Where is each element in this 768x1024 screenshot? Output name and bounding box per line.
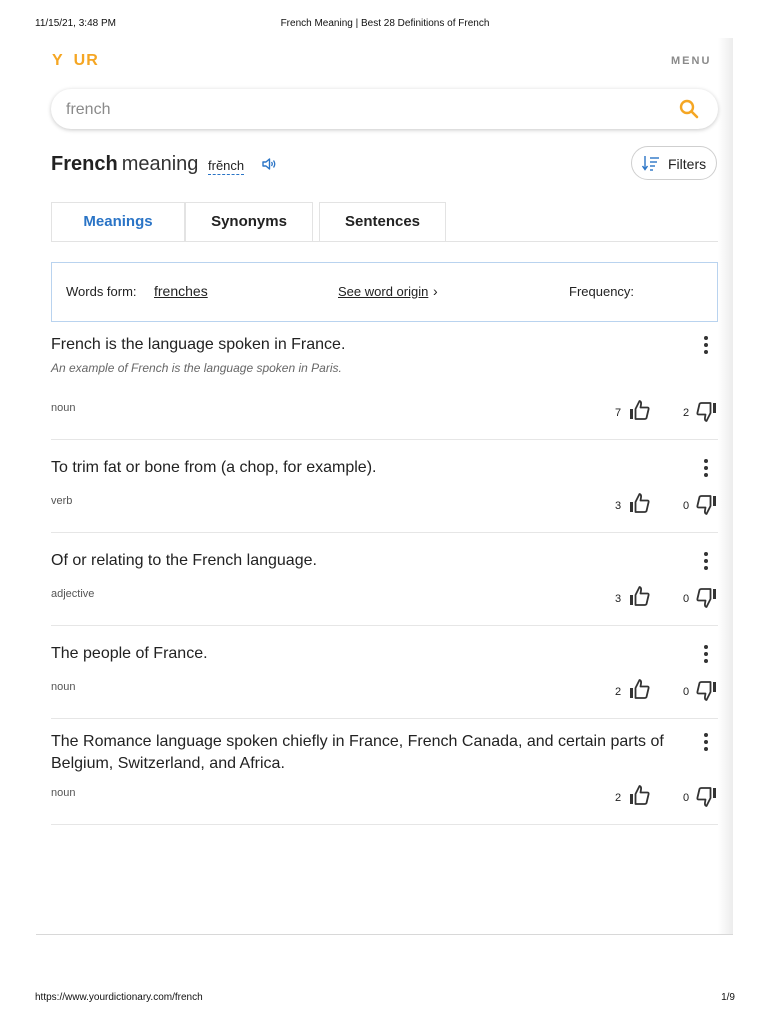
thumbs-up-icon[interactable]: [628, 783, 652, 807]
words-form-link[interactable]: frenches: [154, 283, 208, 299]
search-bar: [51, 89, 718, 129]
upvote-count: 3: [615, 500, 622, 512]
upvote-count: 3: [615, 593, 622, 605]
tab-synonyms[interactable]: Synonyms: [185, 202, 313, 241]
part-of-speech: verb: [51, 495, 73, 507]
downvote-count: 0: [683, 500, 690, 512]
print-header: [35, 18, 735, 32]
logo-letter-y: Y: [52, 52, 64, 69]
definition-text: Of or relating to the French language.: [51, 552, 317, 569]
upvote-count: 2: [615, 792, 622, 804]
more-options-icon[interactable]: [701, 645, 711, 667]
tabs-divider: [51, 241, 718, 242]
part-of-speech: noun: [51, 787, 76, 799]
print-date: 11/15/21, 3:48 PM: [35, 18, 116, 29]
frequency-label: Frequency:: [569, 284, 635, 299]
speaker-icon[interactable]: [261, 156, 277, 172]
definition-divider: [51, 532, 718, 533]
search-icon[interactable]: [678, 98, 700, 120]
more-options-icon[interactable]: [701, 336, 711, 358]
more-options-icon[interactable]: [701, 733, 711, 755]
definition-divider: [51, 439, 718, 440]
print-page-number: 1/9: [721, 992, 735, 1003]
thumbs-up-icon[interactable]: [628, 398, 652, 422]
downvote-count: 0: [683, 686, 690, 698]
print-url: https://www.yourdictionary.com/french: [35, 992, 203, 1003]
definition-item: [51, 731, 718, 825]
scrollbar-shade: [718, 38, 733, 935]
upvote-count: 2: [615, 686, 622, 698]
definition-item: [51, 457, 718, 533]
definition-divider: [51, 718, 718, 719]
print-footer: [35, 992, 735, 1006]
thumbs-down-icon[interactable]: [694, 679, 718, 703]
menu-button[interactable]: MENU: [671, 55, 712, 67]
chevron-right-icon: ›: [433, 283, 438, 299]
site-logo[interactable]: [52, 52, 99, 70]
thumbs-up-icon[interactable]: [628, 677, 652, 701]
part-of-speech: noun: [51, 681, 76, 693]
definition-text: French is the language spoken in France.: [51, 336, 346, 353]
downvote-count: 2: [683, 407, 690, 419]
filters-button[interactable]: [631, 146, 717, 180]
words-form-label: Words form:: [66, 284, 137, 299]
page-title: [51, 153, 198, 176]
see-word-origin-link[interactable]: See word origin: [338, 284, 429, 299]
definition-text: To trim fat or bone from (a chop, for example).: [51, 459, 377, 476]
definition-item: [51, 643, 718, 719]
definition-example: An example of French is the language spoken in Paris.: [51, 361, 342, 375]
headword-suffix: meaning: [121, 153, 199, 175]
part-of-speech: noun: [51, 402, 76, 414]
thumbs-down-icon[interactable]: [694, 493, 718, 517]
filters-label: Filters: [668, 156, 707, 172]
thumbs-down-icon[interactable]: [694, 586, 718, 610]
more-options-icon[interactable]: [701, 459, 711, 481]
definition-divider: [51, 625, 718, 626]
tab-meanings[interactable]: Meanings: [51, 202, 185, 241]
more-options-icon[interactable]: [701, 552, 711, 574]
print-page-title: French Meaning | Best 28 Definitions of French: [280, 18, 490, 29]
pronunciation[interactable]: frĕnch: [208, 158, 245, 173]
thumbs-up-icon[interactable]: [628, 491, 652, 515]
part-of-speech: adjective: [51, 588, 95, 600]
upvote-count: 7: [615, 407, 622, 419]
definition-item: [51, 550, 718, 626]
definition-text: The people of France.: [51, 645, 208, 662]
logo-letters-ur: UR: [73, 52, 99, 69]
thumbs-down-icon[interactable]: [694, 400, 718, 424]
sort-filter-icon: [642, 155, 660, 171]
downvote-count: 0: [683, 792, 690, 804]
downvote-count: 0: [683, 593, 690, 605]
thumbs-up-icon[interactable]: [628, 584, 652, 608]
words-form-box: [51, 262, 718, 322]
search-input[interactable]: [64, 98, 658, 122]
tab-sentences[interactable]: Sentences: [319, 202, 446, 241]
definition-divider: [51, 824, 718, 825]
definition-item: [51, 334, 718, 440]
headword: French: [51, 153, 118, 175]
page-bottom-divider: [36, 934, 733, 935]
thumbs-down-icon[interactable]: [694, 785, 718, 809]
definition-text: The Romance language spoken chiefly in France, French Canada, and certain parts of Belgium, Switzerland, and Africa.: [51, 733, 664, 772]
